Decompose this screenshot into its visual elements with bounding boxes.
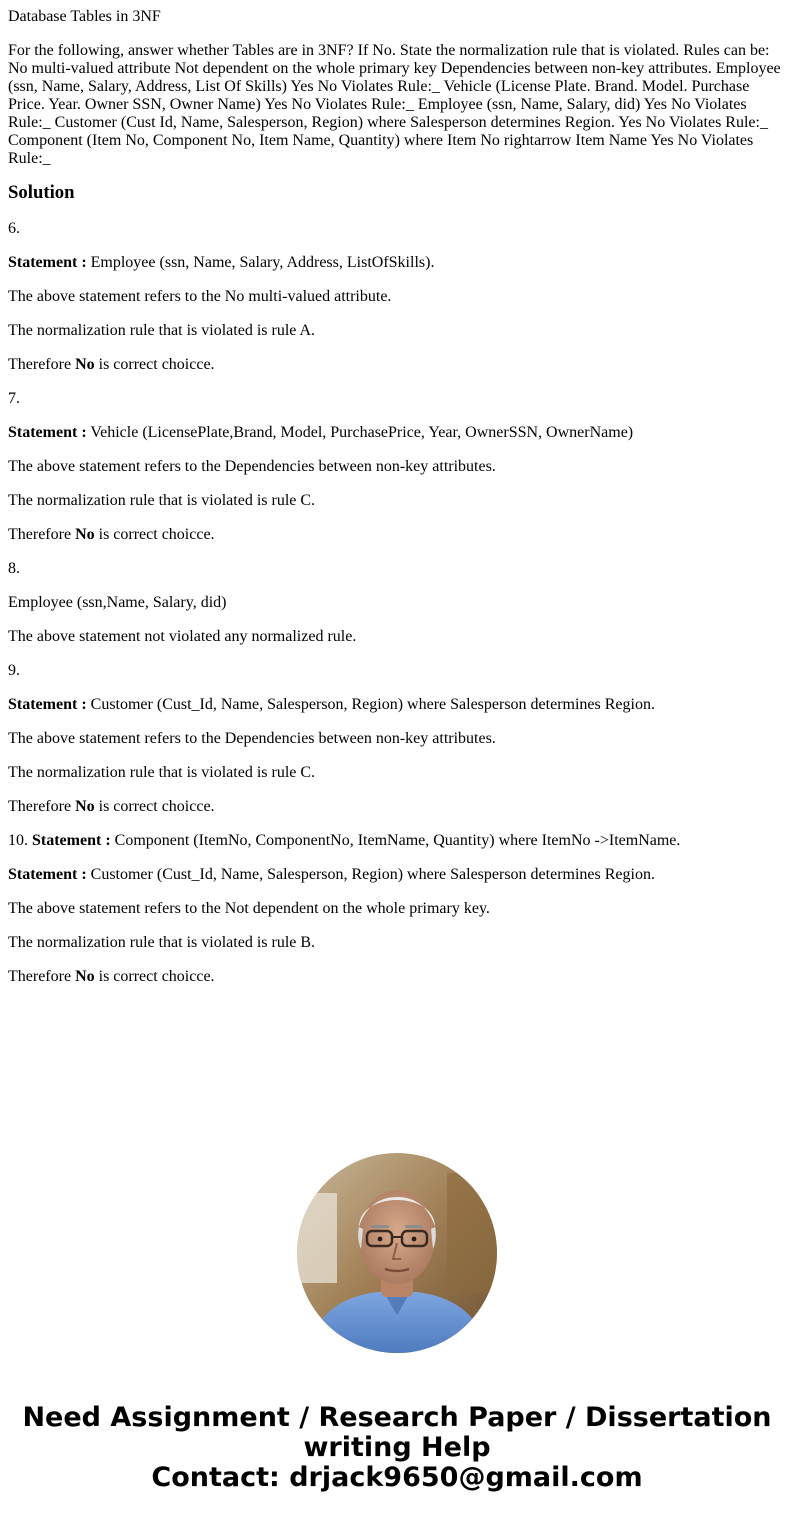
correct-choice-text: is correct choicce. [94,526,215,543]
page-title: Database Tables in 3NF [8,8,161,25]
answer-6-statement [8,254,786,272]
question-text: For the following, answer whether Tables are in 3NF? If No. State the normalization rule that is violated. Rules can be: No multi-valued attribute Not dependent on the whole primary key Dependencies between non-key attributes. Employee (ssn, Name, Salary, Address, List Of Skills) Yes No Violates Rule:_ Vehicle (License Plate. Brand. Model. Purchase Price. Year. Owner SSN, Owner Name) Yes No Violates Rule:_ Employee (ssn, Name, Salary, did) Yes No Violates Rule:_ Customer (Cust Id, Name, Salesperson, Region) where Salesperson determines Region. Yes No Violates Rule:_ Component (Item No, Component No, Item Name, Quantity) where Item No rightarrow Item Name Yes No Violates Rule:_ [8,42,781,167]
answer-7-statement [8,424,786,442]
footer-contact-email: Contact: drjack9650@gmail.com [151,1462,643,1493]
statement-label: Statement : [8,696,87,713]
document-body [8,8,786,1002]
answer-7-number: 7. [8,390,20,407]
answer-7-choice [8,526,786,544]
therefore-text: Therefore [8,526,76,543]
no-answer: No [75,526,95,543]
answer-6-refers: The above statement refers to the No multi-valued attribute. [8,288,392,305]
answer-10-statement-2 [8,866,786,884]
answer-10-statement [8,832,786,850]
therefore-text: Therefore [8,968,76,985]
statement-label: Statement : [32,832,111,849]
footer-contact [0,1403,794,1493]
statement-label: Statement : [8,424,87,441]
answer-6-number: 6. [8,220,20,237]
answer-9-statement-text: Customer (Cust_Id, Name, Salesperson, Region) where Salesperson determines Region. [86,696,655,713]
answer-7-rule: The normalization rule that is violated is rule C. [8,492,316,509]
answer-8-statement: Employee (ssn,Name, Salary, did) [8,594,227,611]
author-avatar [297,1153,497,1353]
answer-10-rule: The normalization rule that is violated is rule B. [8,934,316,951]
no-answer: No [75,356,95,373]
answer-6-choice [8,356,786,374]
solution-section [8,220,786,986]
answer-6-rule: The normalization rule that is violated is rule A. [8,322,316,339]
answer-7-statement-text: Vehicle (LicensePlate,Brand, Model, PurchasePrice, Year, OwnerSSN, OwnerName) [86,424,634,441]
answer-10-statement-2-text: Customer (Cust_Id, Name, Salesperson, Region) where Salesperson determines Region. [86,866,655,883]
statement-label: Statement : [8,866,87,883]
statement-label: Statement : [8,254,87,271]
solution-heading: Solution [8,182,75,203]
no-answer: No [75,968,95,985]
answer-9-rule: The normalization rule that is violated is rule C. [8,764,316,781]
therefore-text: Therefore [8,356,76,373]
answer-9-statement [8,696,786,714]
correct-choice-text: is correct choicce. [94,356,215,373]
correct-choice-text: is correct choicce. [94,798,215,815]
answer-8-result: The above statement not violated any normalized rule. [8,628,357,645]
answer-9-choice [8,798,786,816]
answer-10-choice [8,968,786,986]
answer-6-statement-text: Employee (ssn, Name, Salary, Address, ListOfSkills). [86,254,435,271]
footer-line-1: Need Assignment / Research Paper / Dissertation [22,1402,772,1433]
answer-8-number: 8. [8,560,20,577]
answer-9-refers: The above statement refers to the Dependencies between non-key attributes. [8,730,496,747]
answer-10-refers: The above statement refers to the Not dependent on the whole primary key. [8,900,490,917]
author-portrait-image [297,1153,497,1353]
answer-9-number: 9. [8,662,20,679]
answer-7-refers: The above statement refers to the Dependencies between non-key attributes. [8,458,496,475]
answer-10-statement-text: Component (ItemNo, ComponentNo, ItemName, Quantity) where ItemNo ->ItemName. [110,832,681,849]
footer-line-2: writing Help [303,1432,491,1463]
correct-choice-text: is correct choicce. [94,968,215,985]
answer-10-number: 10. [8,832,32,849]
no-answer: No [75,798,95,815]
therefore-text: Therefore [8,798,76,815]
